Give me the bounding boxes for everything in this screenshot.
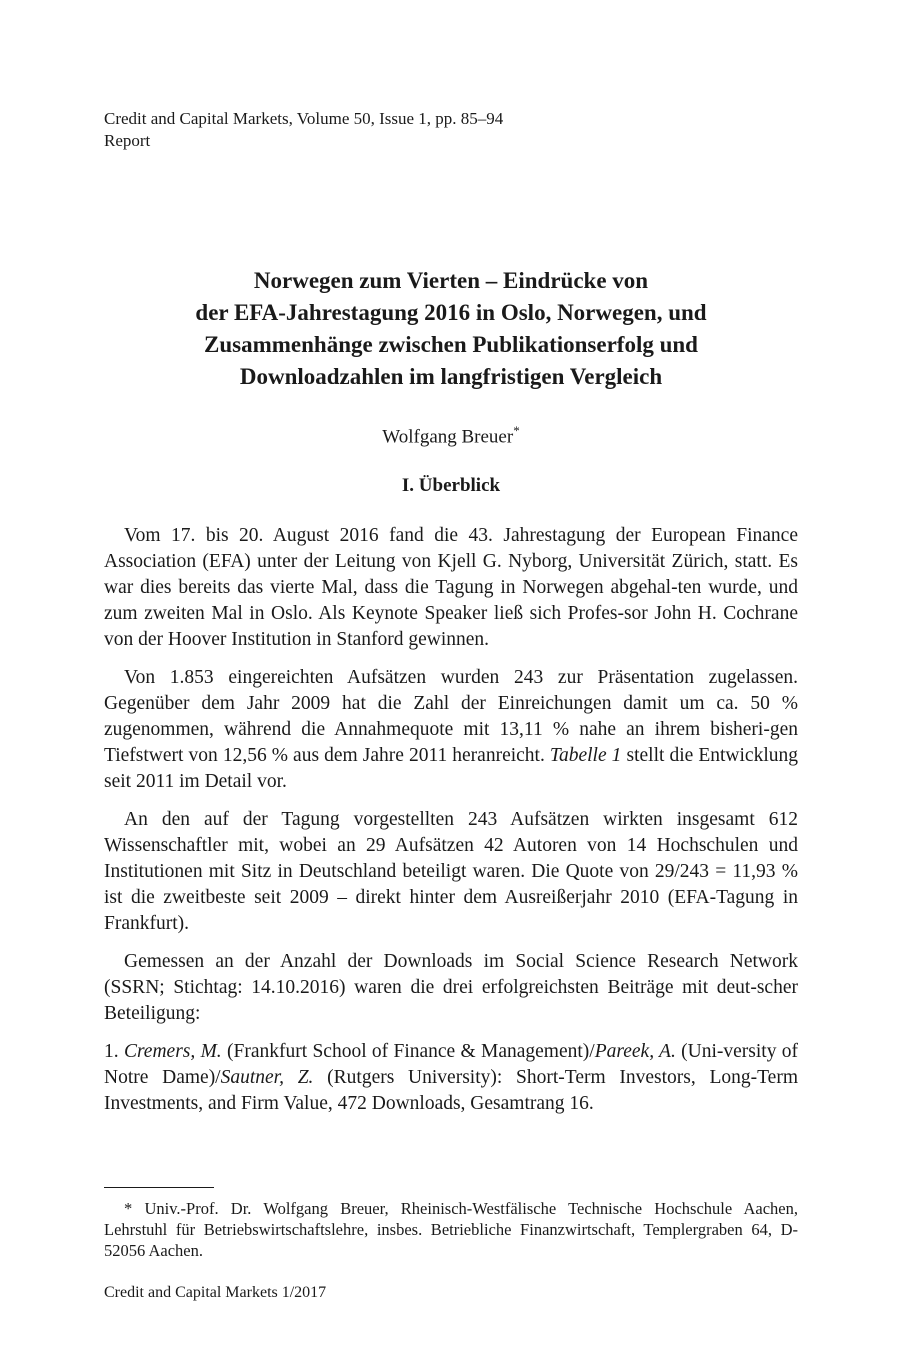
list-text: (Uni-versity of Notre Dame)/ <box>104 1041 799 1088</box>
title-line: der EFA-Jahrestagung 2016 in Oslo, Norwegen, und <box>195 300 707 325</box>
paragraph-1: Vom 17. bis 20. August 2016 fand die 43. Jahrestagung der European Finance Association (EFA) unter der Leitung von Kjell G. Nyborg, Universität Zürich, statt. Es war dies bereits das vierte Mal, dass die Tagung in Norwegen abgehal-ten wurde, und zum zweiten Mal in Oslo. Als Keynote Speaker ließ sich Profes-sor John H. Cochrane von der Hoover Institution in Stanford gewinnen. <box>104 525 798 650</box>
list-text: (Frankfurt School of Finance & Management)/ <box>221 1041 595 1062</box>
list-number: 1. <box>104 1041 119 1062</box>
article-title <box>104 265 798 393</box>
paragraph-4: Gemessen an der Anzahl der Downloads im Social Science Research Network (SSRN; Stichtag: 14.10.2016) waren die drei erfolgreichsten Beiträge mit deut-scher Beteiligung: <box>104 951 798 1024</box>
title-block <box>104 265 798 449</box>
section-heading: I. Überblick <box>401 475 501 496</box>
footnote <box>104 1198 798 1261</box>
author-name: Wolfgang Breuer <box>382 426 514 448</box>
list-author: Cremers, M. <box>123 1041 222 1062</box>
body-text <box>104 523 798 1129</box>
paragraph-3: An den auf der Tagung vorgestellten 243 Aufsätzen wirkten insgesamt 612 Wissenschaftler mit, wobei an 29 Aufsätzen 42 Autoren von 14 Hochschulen und Institutionen mit Sitz in Deutschland beteiligt waren. Die Quote von 29/243 = 11,93 % ist die zweitbeste seit 2009 – direkt hinter dem Ausreißerjahr 2010 (EFA-Tagung in Frankfurt). <box>104 809 798 934</box>
footnote-divider <box>104 1187 214 1188</box>
author-line <box>104 419 798 449</box>
list-item-1 <box>104 1039 798 1117</box>
table-reference: Tabelle 1 <box>549 745 622 766</box>
paragraph-2-text: Von 1.853 eingereichten Aufsätzen wurden 243 zur Präsentation zugelassen. Gegenüber dem Jahr 2009 hat die Zahl der Einreichungen damit um ca. 50 % zugenommen, während die Annahmequote mit 13,11 % nahe an ihrem bisheri-gen Tiefstwert von 12,56 % aus dem Jahre 2011 heranreicht. <box>104 667 798 766</box>
footnote-mark: * <box>124 1199 133 1218</box>
title-line: Downloadzahlen im langfristigen Vergleich <box>239 364 663 389</box>
list-author: Sautner, Z. <box>220 1067 314 1088</box>
title-line: Zusammenhänge zwischen Publikationserfolg und <box>204 332 698 357</box>
paragraph-2-text-end: stellt die Entwicklung seit 2011 im Detail vor. <box>104 745 799 792</box>
running-head <box>104 108 503 152</box>
list-author: Pareek, A. <box>594 1041 676 1062</box>
author-footnote-mark: * <box>513 423 520 438</box>
journal-line: Credit and Capital Markets, Volume 50, Issue 1, pp. 85–94 <box>104 109 504 128</box>
list-text: (Rutgers University): Short-Term Investors, Long-Term Investments, and Firm Value, 472 Downloads, Gesamtrang 16. <box>104 1067 798 1114</box>
title-line: Norwegen zum Vierten – Eindrücke von <box>253 268 649 293</box>
paragraph-2 <box>104 665 798 795</box>
article-type: Report <box>104 131 151 150</box>
footnote-text: Univ.-Prof. Dr. Wolfgang Breuer, Rheinisch-Westfälische Technische Hochschule Aachen, Lehrstuhl für Betriebswirtschaftslehre, insbes. Betriebliche Finanzwirtschaft, Templergraben 64, D-52056 Aachen. <box>104 1199 798 1260</box>
page-footer: Credit and Capital Markets 1/2017 <box>104 1284 327 1301</box>
